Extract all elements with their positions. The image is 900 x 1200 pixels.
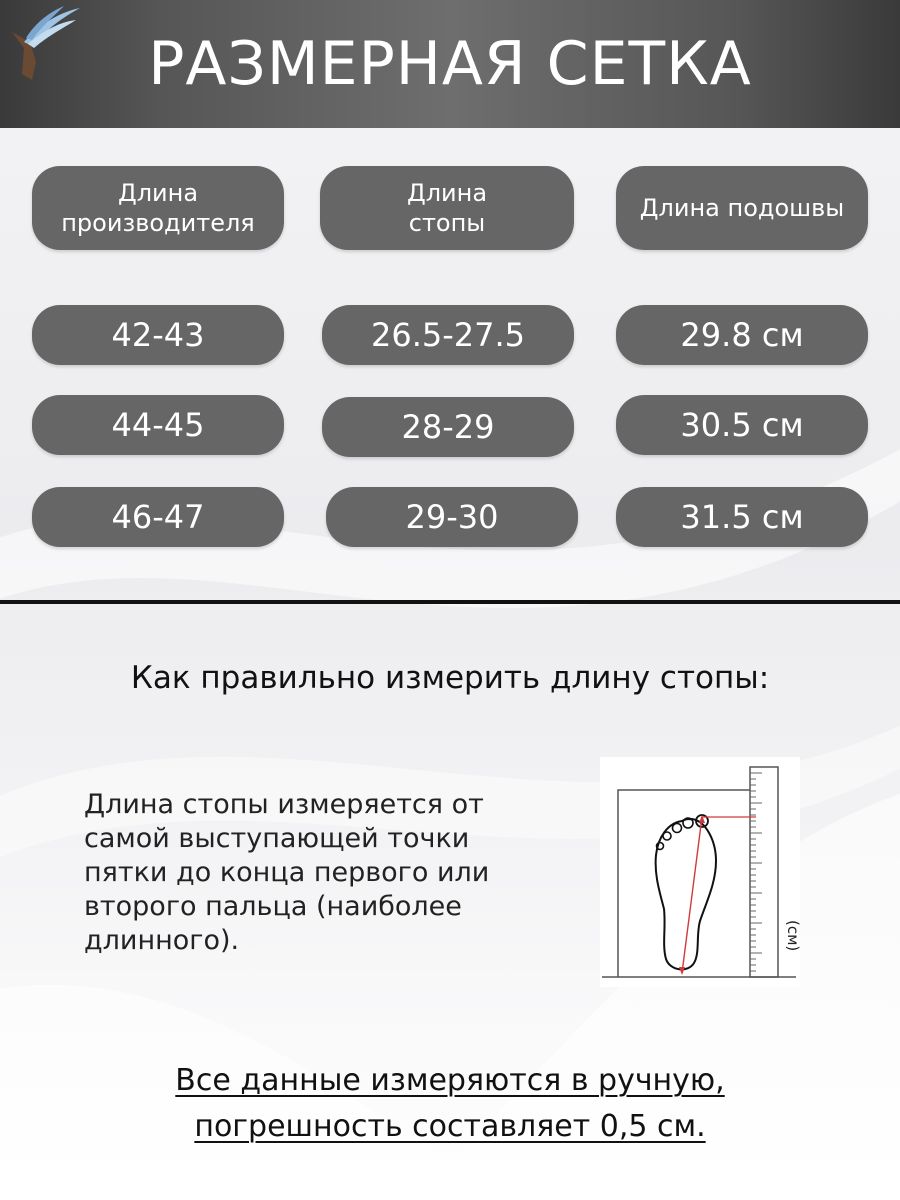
header-bar bbox=[0, 0, 900, 128]
measurement-note bbox=[100, 1058, 800, 1150]
table-cell-sole-length: 30.5 см bbox=[616, 395, 868, 455]
description-line: длинного). bbox=[84, 925, 240, 956]
column-header-line1: Длина bbox=[117, 179, 199, 207]
table-cell-size: 44-45 bbox=[32, 395, 284, 455]
column-header-line2: стопы bbox=[408, 209, 486, 237]
description-line: второго пальца (наиболее bbox=[84, 891, 462, 922]
table-cell-size: 46-47 bbox=[32, 487, 284, 547]
column-header-line1: Длина подошвы bbox=[639, 194, 845, 222]
how-to-measure-heading: Как правильно измерить длину стопы: bbox=[130, 660, 770, 696]
table-cell-foot-length: 29-30 bbox=[326, 487, 578, 547]
column-header-line1: Длина bbox=[406, 179, 488, 207]
column-header-sole-length bbox=[616, 166, 868, 250]
column-header-foot-length bbox=[320, 166, 574, 250]
table-cell-sole-length: 31.5 см bbox=[616, 487, 868, 547]
measurement-description bbox=[84, 788, 524, 958]
section-divider bbox=[0, 600, 900, 604]
note-line: погрешность составляет 0,5 см. bbox=[194, 1109, 706, 1144]
table-cell-sole-length: 29.8 см bbox=[616, 305, 868, 365]
description-line: Длина стопы измеряется от bbox=[84, 789, 484, 820]
description-line: пятки до конца первого или bbox=[84, 857, 490, 888]
description-line: самой выступающей точки bbox=[84, 823, 470, 854]
table-cell-foot-length: 28-29 bbox=[322, 397, 574, 457]
table-cell-size: 42-43 bbox=[32, 305, 284, 365]
column-header-manufacturer-length bbox=[32, 166, 284, 250]
table-cell-foot-length: 26.5-27.5 bbox=[322, 305, 574, 365]
foot-measurement-diagram bbox=[600, 757, 800, 987]
column-header-line2: производителя bbox=[61, 209, 255, 237]
unit-label: (см) bbox=[784, 920, 802, 952]
page-title: РАЗМЕРНАЯ СЕТКА bbox=[148, 29, 752, 99]
note-line: Все данные измеряются в ручную, bbox=[175, 1063, 725, 1098]
